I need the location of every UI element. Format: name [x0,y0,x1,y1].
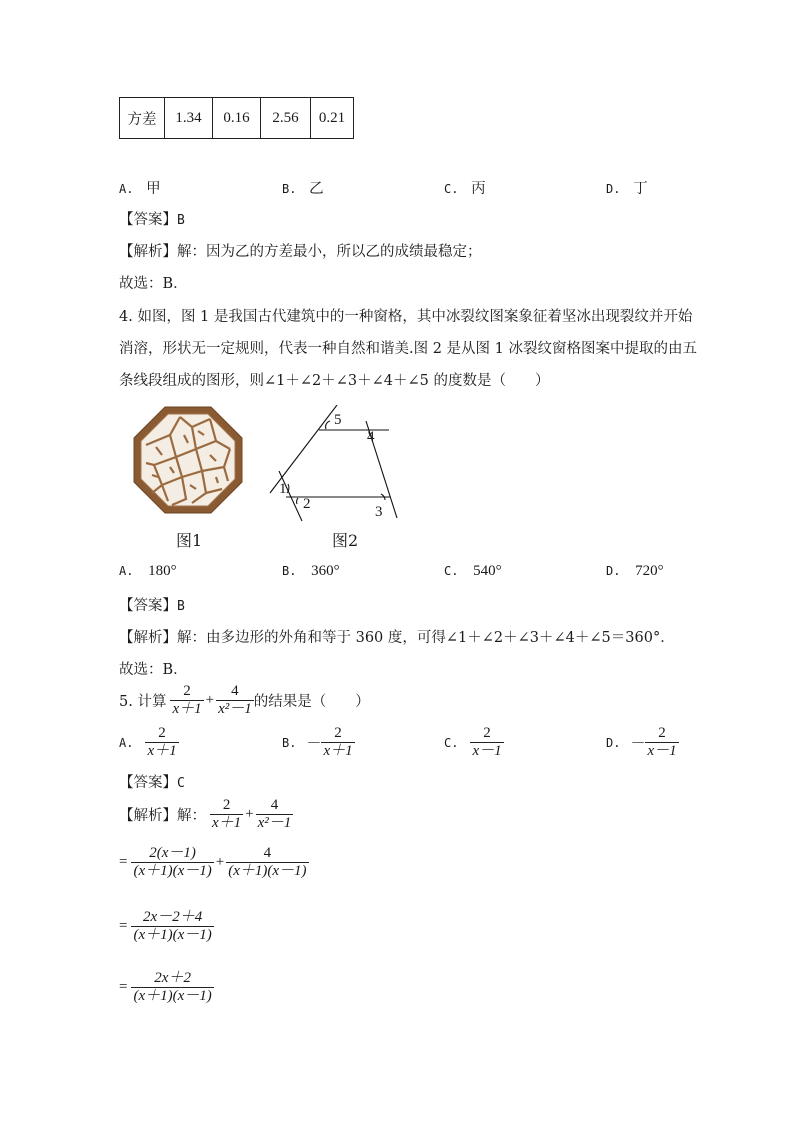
analysis-text: 解：因为乙的方差最小，所以乙的成绩最稳定； [177,244,482,260]
option-text: 乙 [309,181,324,197]
denominator: x－1 [472,743,502,759]
q4-conclusion: 故选：B． [119,662,188,678]
q5-option-b [282,725,355,760]
answer-value: C [177,776,185,791]
q3-option-d [606,177,648,198]
figure-2-caption: 图2 [332,531,359,550]
denominator: x＋1 [212,815,242,831]
answer-tag: 【答案】 [119,775,177,791]
plus-sign: + [245,806,254,822]
option-letter: B. [282,564,297,578]
denominator: (x＋1)(x－1) [133,863,212,879]
numerator: 2 [658,725,666,741]
equals-sign: = [119,854,128,870]
analysis-tag: 【解析】 [119,808,177,824]
angle-label-3: 3 [375,504,383,520]
figure-1-caption: 图1 [176,531,203,550]
option-text: 540° [473,563,502,579]
q3-analysis [119,240,482,261]
step3-fraction [131,970,213,1005]
q4-analysis [119,626,675,647]
analysis-fraction-1 [210,797,243,832]
option-letter: D. [606,735,621,750]
q5-option-c [444,725,504,760]
answer-value: B [177,599,185,614]
denominator: x²－1 [218,701,252,717]
numerator: 2x＋2 [154,970,191,986]
numerator: 4 [270,797,279,813]
q4-answer [119,594,185,615]
q4-option-b [282,563,340,580]
step1-fraction-2 [226,845,308,880]
numerator: 2 [483,725,491,741]
option-letter: D. [606,182,621,196]
plus-sign: + [205,692,215,708]
option-letter: C. [444,564,459,578]
q5-step-2 [119,909,214,944]
option-text: 180° [148,563,177,579]
option-text: 丁 [633,181,648,197]
analysis-prefix: 解： [177,808,206,824]
q4-option-d [606,563,664,580]
q4-text-line-1: 4. 如图，图 1 是我国古代建筑中的一种窗格，其中冰裂纹图案象征着坚冰出现裂纹并开始 [119,309,693,325]
q5-fraction-2 [216,683,254,718]
table-cell: 0.21 [311,98,354,139]
denominator: (x＋1)(x－1) [133,988,212,1004]
analysis-tag: 【解析】 [119,244,177,260]
q3-answer [119,208,185,229]
angle-label-5: 5 [334,412,342,428]
equals-sign: = [119,979,128,995]
analysis-text: 解：由多边形的外角和等于 360 度，可得∠1＋∠2＋∠3＋∠4＋∠5＝360°． [177,630,675,646]
equals-sign: = [119,918,128,934]
numerator: 2x－2＋4 [143,909,203,925]
q5-analysis [119,797,293,832]
option-letter: B. [282,735,297,750]
option-letter: A. [119,182,134,196]
numerator: 4 [231,683,239,699]
option-text: 360° [311,563,340,579]
option-fraction [321,725,354,760]
denominator: (x＋1)(x－1) [133,927,212,943]
analysis-fraction-2 [256,797,294,832]
denominator: x－1 [647,743,677,759]
option-fraction [145,725,178,760]
option-sign: － [306,736,322,752]
option-letter: C. [444,735,459,750]
q5-answer [119,771,185,792]
numerator: 2(x－1) [149,845,196,861]
variance-table [119,97,354,139]
answer-value: B [177,213,185,228]
numerator: 2 [222,797,231,813]
table-cell: 2.56 [261,98,311,139]
angle-label-1: 1 [279,481,287,497]
table-cell: 1.34 [165,98,213,139]
answer-tag: 【答案】 [119,212,177,228]
numerator: 2 [183,683,191,699]
option-letter: A. [119,735,134,750]
q3-option-a [119,177,161,198]
numerator: 4 [263,845,272,861]
denominator: (x＋1)(x－1) [228,863,307,879]
q4-text-line-2: 消溶，形状无一定规则，代表一种自然和谐美.图 2 是从图 1 冰裂纹窗格图案中提取的由五 [119,341,697,357]
angle-label-4: 4 [367,429,375,445]
denominator: x＋1 [323,743,353,759]
denominator: x＋1 [172,701,202,717]
numerator: 2 [158,725,166,741]
table-cell: 0.16 [213,98,261,139]
option-fraction [470,725,503,760]
option-text: 甲 [146,181,161,197]
analysis-tag: 【解析】 [119,630,177,646]
q5-option-d [606,725,679,760]
option-letter: A. [119,564,134,578]
option-text: 丙 [471,181,486,197]
q5-suffix: 的结果是（ ） [253,694,370,710]
q4-option-c [444,563,502,580]
option-text: 720° [635,563,664,579]
step1-fraction-1 [131,845,213,880]
denominator: x＋1 [147,743,177,759]
table-row [120,98,354,139]
angle-label-2: 2 [303,496,311,512]
q5-option-a [119,725,179,760]
q5-prefix: 5. 计算 [119,694,167,710]
q5-step-3 [119,970,214,1005]
option-letter: C. [444,182,459,196]
option-sign: － [630,736,646,752]
option-letter: D. [606,564,621,578]
q3-option-c [444,177,486,198]
option-fraction [645,725,678,760]
q5-step-1 [119,845,309,880]
plus-sign: + [215,854,225,870]
q4-option-a [119,563,177,580]
numerator: 2 [334,725,342,741]
q5-fraction-1 [170,683,203,718]
step2-fraction [131,909,213,944]
q5-question [119,683,370,718]
denominator: x²－1 [257,815,292,831]
option-letter: B. [282,182,297,196]
table-header-cell: 方差 [120,98,165,139]
figure-1-window-lattice [132,405,244,515]
q3-conclusion: 故选：B． [119,276,188,292]
q4-text-line-3: 条线段组成的图形，则∠1＋∠2＋∠3＋∠4＋∠5 的度数是（ ） [119,373,550,389]
q3-option-b [282,177,324,198]
answer-tag: 【答案】 [119,598,177,614]
